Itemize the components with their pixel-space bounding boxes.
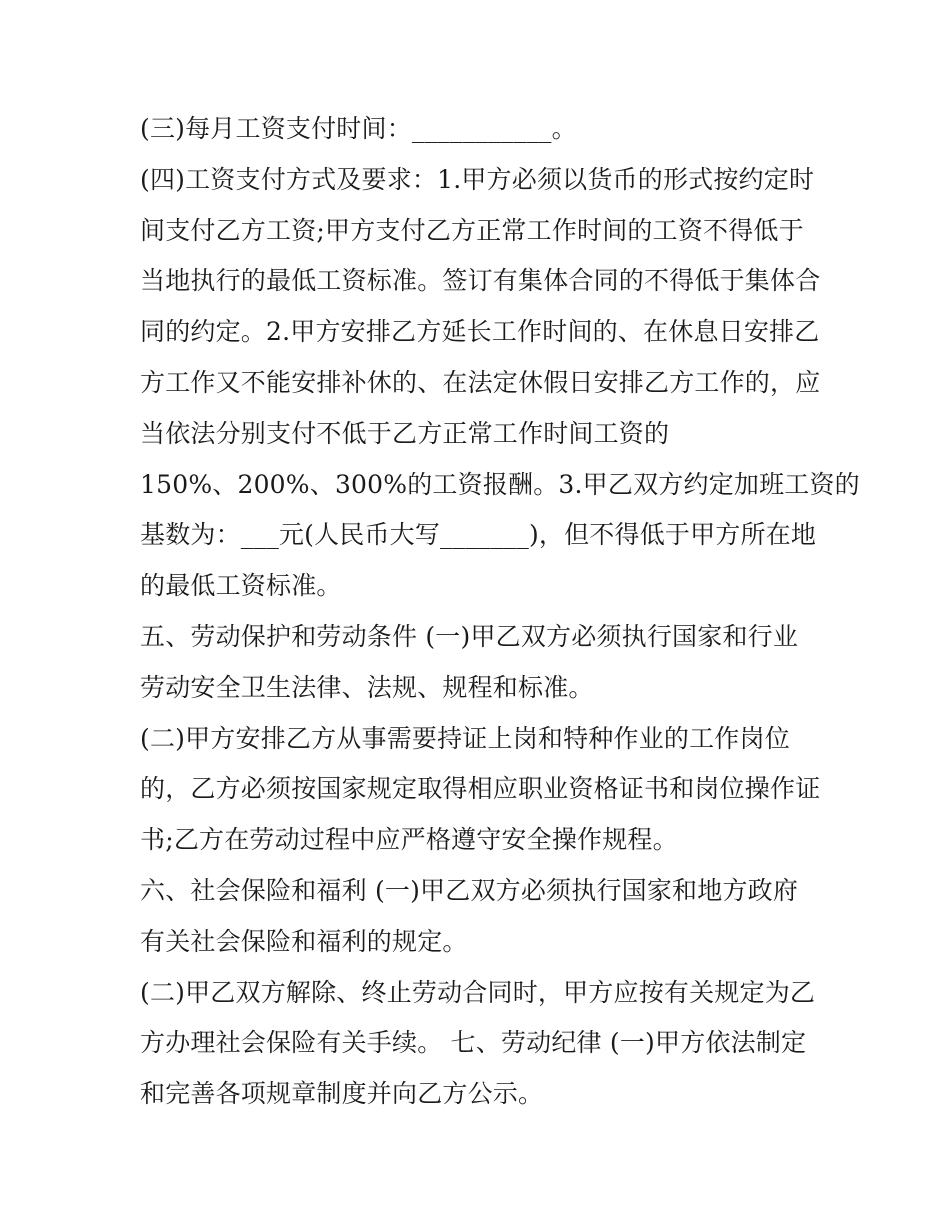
text-line: 书;乙方在劳动过程中应严格遵守安全操作规程。 — [140, 825, 678, 855]
text-line: (二)甲乙双方解除、终止劳动合同时，甲方应按有关规定为乙 — [140, 977, 816, 1007]
text-line: 150%、200%、300%的工资报酬。3.甲乙双方约定加班工资的 — [140, 469, 860, 499]
text-line: 劳动安全卫生法律、法规、规程和标准。 — [140, 672, 594, 702]
text-line: 的，乙方必须按国家规定取得相应职业资格证书和岗位操作证 — [140, 774, 821, 804]
text-line: 同的约定。2.甲方安排乙方延长工作时间的、在休息日安排乙 — [140, 317, 820, 347]
text-line: 的最低工资标准。 — [140, 571, 342, 601]
document-body — [140, 104, 860, 1120]
text-line: 六、社会保险和福利 (一)甲乙双方必须执行国家和地方政府 — [140, 875, 799, 905]
text-line: 当地执行的最低工资标准。签订有集体合同的不得低于集体合 — [140, 266, 821, 296]
text-line: 间支付乙方工资;甲方支付乙方正常工作时间的工资不得低于 — [140, 215, 804, 245]
text-line: 有关社会保险和福利的规定。 — [140, 926, 468, 956]
text-line: 当依法分别支付不低于乙方正常工作时间工资的 — [140, 418, 670, 448]
text-line: 和完善各项规章制度并向乙方公示。 — [140, 1079, 544, 1109]
text-line: (四)工资支付方式及要求：1.甲方必须以货币的形式按约定时 — [140, 164, 815, 194]
text-line: 方办理社会保险有关手续。 七、劳动纪律 (一)甲方依法制定 — [140, 1028, 807, 1058]
text-line: (三)每月工资支付时间：___________。 — [140, 114, 577, 143]
text-line: (二)甲方安排乙方从事需要持证上岗和特种作业的工作岗位 — [140, 723, 790, 753]
text-line: 基数为：___元(人民币大写_______)，但不得低于甲方所在地 — [140, 520, 817, 550]
text-line: 五、劳动保护和劳动条件 (一)甲乙双方必须执行国家和行业 — [140, 621, 799, 651]
text-line: 方工作又不能安排补休的、在法定休假日安排乙方工作的，应 — [140, 367, 821, 397]
